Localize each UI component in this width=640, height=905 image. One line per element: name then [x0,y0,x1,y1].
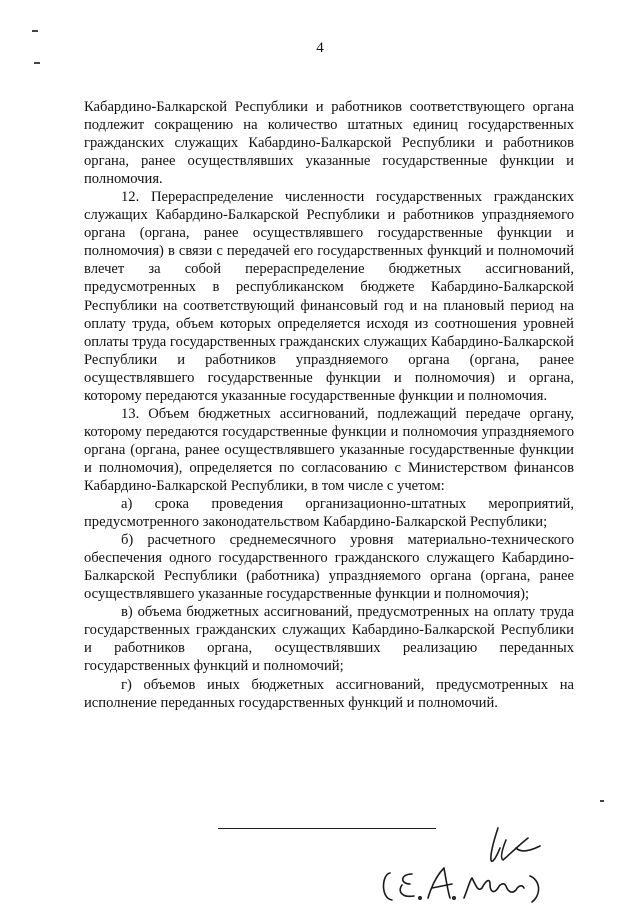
scan-mark [32,30,38,32]
document-body [84,98,574,712]
handwritten-signature [360,818,560,903]
list-item-v: в) объема бюджетных ассигнований, предусмотренных на оплату труда государственных гражданских служащих Кабардино-Балкарской Республики и работников органа, осуществлявших реализацию переданных государственных функций и полномочий; [84,604,574,675]
scan-mark [34,62,40,64]
paragraph-13: 13. Объем бюджетных ассигнований, подлежащий передаче органу, которому передаются государственные функции и полномочия упраздняемого органа (органа, ранее осуществлявшего указанные государственные функции и полномочия), определяется по согласованию с Министерством финансов Кабардино-Балкарской Республики, в том числе с учетом: [84,405,574,494]
paragraph-continuation: Кабардино-Балкарской Республики и работников соответствующего органа подлежит сокращению на количество штатных единиц государственных гражданских служащих Кабардино-Балкарской Республики и работников органа, ранее осуществлявших указанные государственные функции и полномочия. [84,99,574,188]
page-number: 4 [316,40,324,56]
list-item-b: б) расчетного среднемесячного уровня материально-технического обеспечения одного государственного гражданского служащего Кабардино-Балкарской Республики (работника) упраздняемого органа (органа, ранее осуществлявшего указанные государственные функции и полномочия); [84,532,574,603]
paragraph-12: 12. Перераспределение численности государственных гражданских служащих Кабардино-Балкарской Республики и работников упраздняемого органа (органа, ранее осуществлявшего государственные функции и полномочия) в связи с передачей его государственных функций и полномочий влечет за собой перераспределение бюджетных ассигнований, предусмотренных в республиканском бюджете Кабардино-Балкарской Республики на соответствующий финансовый год и на плановый период на оплату труда, объем которых определяется исходя из соотношения уровней оплаты труда государственных гражданских служащих Кабардино-Балкарской Республики и работников упраздняемого органа (органа, ранее осуществлявшего государственные функции и полномочия) и органа, которому передаются указанные государственные функции и полномочия. [84,189,574,404]
list-item-a: а) срока проведения организационно-штатных мероприятий, предусмотренного законодательством Кабардино-Балкарской Республики; [84,496,574,531]
scan-mark [600,800,604,802]
list-item-g: г) объемов иных бюджетных ассигнований, предусмотренных на исполнение переданных государственных функций и полномочий. [84,676,574,711]
